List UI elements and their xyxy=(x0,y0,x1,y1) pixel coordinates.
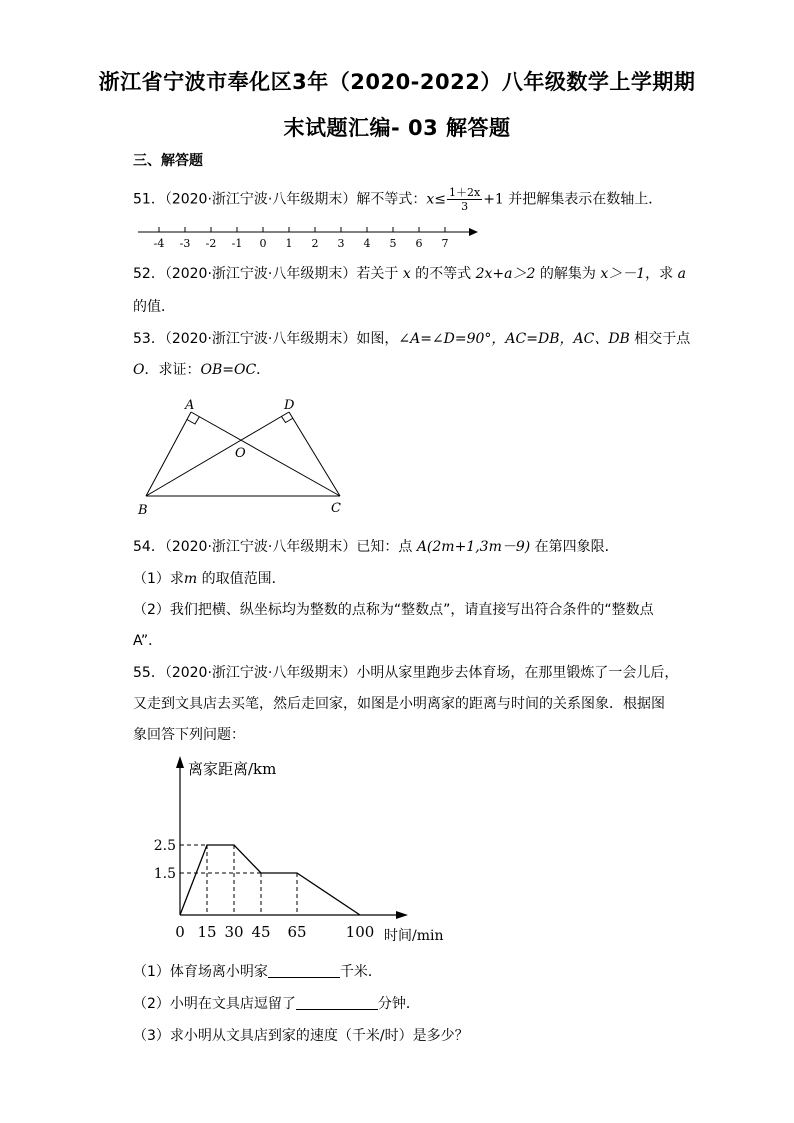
q53-text-d: ． xyxy=(256,362,271,378)
q52-var-x: x xyxy=(402,266,411,282)
section-heading: 三、解答题 xyxy=(133,153,203,169)
q55-text1: 小明从家里跑步去体育场，在那里锻炼了一会儿后， xyxy=(356,665,679,681)
x-tick-label: 15 xyxy=(197,923,217,941)
q55-part1-a: （1）体育场离小明家 xyxy=(133,964,268,980)
number-line-arrow-icon xyxy=(469,228,478,236)
q55-line1 xyxy=(133,662,678,682)
q54-text-b: 在第四象限． xyxy=(530,539,619,555)
segment-ab xyxy=(146,412,191,496)
q55-part2-b: 分钟． xyxy=(377,996,420,1012)
q53-condition: ∠A=∠D=90°，AC=DB，AC、DB xyxy=(398,331,630,347)
number-line-tick-label: 1 xyxy=(285,237,293,250)
q55-part1-blank[interactable] xyxy=(268,963,340,978)
q53-source: （2020·浙江宁波·八年级期末） xyxy=(164,331,357,347)
x-axis-label: 时间/min xyxy=(384,928,444,944)
number-line-tick-label: -2 xyxy=(205,237,217,250)
q54-var-m: m xyxy=(183,571,198,587)
q52-source: （2020·浙江宁波·八年级期末） xyxy=(164,266,357,282)
label-b: B xyxy=(138,503,148,518)
q52-text-b: 的不等式 xyxy=(410,266,476,282)
x-tick-label: 30 xyxy=(224,923,244,941)
q52-line2: 的值． xyxy=(133,299,175,315)
q55-part1-b: 千米． xyxy=(339,964,382,980)
q51-fraction xyxy=(447,186,482,213)
q54-part2-line2: A”． xyxy=(133,633,163,649)
x-tick-label: 65 xyxy=(287,923,307,941)
q55-part2 xyxy=(133,993,420,1013)
q54-line xyxy=(133,536,619,556)
q55-line3: 象回答下列问题： xyxy=(133,727,245,743)
q55-part1 xyxy=(133,961,382,981)
q53-text-b: 相交于点 xyxy=(629,331,691,347)
q51-text: 解不等式： xyxy=(356,191,427,208)
number-line-tick-label: 0 xyxy=(259,237,267,250)
x-tick-label: 45 xyxy=(251,923,271,941)
right-angle-mark-d xyxy=(282,417,293,423)
q51-plus1: +1 xyxy=(483,191,504,208)
q52-text-a: 若关于 xyxy=(356,266,403,282)
y-tick-label: 1.5 xyxy=(153,866,176,882)
q52-line1 xyxy=(133,263,686,283)
q51-number: 51． xyxy=(133,191,165,208)
q54-source: （2020·浙江宁波·八年级期末） xyxy=(164,539,357,555)
number-line-tick-label: -3 xyxy=(179,237,191,250)
q54-number: 54． xyxy=(133,539,165,555)
number-line-tick-label: 5 xyxy=(389,237,397,250)
q53-line2 xyxy=(133,359,270,379)
q51-frac-num: 1＋2x xyxy=(449,186,481,199)
number-line-tick-label: 3 xyxy=(337,237,345,250)
triangle-figure xyxy=(130,390,360,520)
page-title-line1: 浙江省宁波市奉化区3年（2020-2022）八年级数学上学期期 xyxy=(98,70,696,94)
q51-var-x: x xyxy=(426,191,435,208)
q52-number: 52． xyxy=(133,266,165,282)
number-line xyxy=(135,222,485,252)
q54-point: A(2m+1,3m－9) xyxy=(416,539,531,555)
q52-text-d: ，求 xyxy=(645,266,678,282)
q55-source: （2020·浙江宁波·八年级期末） xyxy=(164,665,357,681)
q52-inequality: 2x+a＞2 xyxy=(475,266,536,282)
q55-line2: 又走到文具店去买笔，然后走回家，如图是小明离家的距离与时间的关系图象．根据图 xyxy=(133,696,665,712)
x-tick-label: 0 xyxy=(175,923,185,941)
q51-text2: 并把解集表示在数轴上． xyxy=(503,191,663,208)
q54-part1-b: 的取值范围． xyxy=(197,571,286,587)
q55-part2-blank[interactable] xyxy=(296,995,378,1010)
right-angle-mark-a xyxy=(187,417,200,425)
number-line-tick-label: 4 xyxy=(363,237,371,250)
label-c: C xyxy=(331,501,341,516)
q54-part1-a: （1）求 xyxy=(133,571,184,587)
q54-text-a: 已知：点 xyxy=(356,539,417,555)
q53-line1 xyxy=(133,328,690,348)
page-title-line2: 末试题汇编- 03 解答题 xyxy=(283,116,511,140)
segment-ac xyxy=(191,412,340,496)
q51-frac-den: 3 xyxy=(461,200,469,213)
q51-source: （2020·浙江宁波·八年级期末） xyxy=(164,191,357,208)
q55-number: 55． xyxy=(133,665,165,681)
q53-prove: OB=OC xyxy=(200,362,257,378)
q53-point-o: O xyxy=(133,362,145,378)
q54-part2-line1: （2）我们把横、纵坐标均为整数的点称为“整数点”，请直接写出符合条件的“整数点 xyxy=(133,602,654,618)
y-axis-label: 离家距离/km xyxy=(188,760,277,778)
q52-var-a: a xyxy=(677,266,686,282)
label-d: D xyxy=(284,398,295,413)
q55-part3: （3）求小明从文具店到家的速度（千米/时）是多少？ xyxy=(133,1028,469,1044)
q53-number: 53． xyxy=(133,331,165,347)
number-line-tick-label: 2 xyxy=(311,237,319,250)
q53-text-a: 如图， xyxy=(356,331,399,347)
q55-part2-a: （2）小明在文具店逗留了 xyxy=(133,996,296,1012)
q54-part1 xyxy=(133,568,286,588)
label-a: A xyxy=(185,398,195,413)
distance-time-chart xyxy=(140,752,470,947)
x-tick-label: 100 xyxy=(345,923,375,941)
number-line-tick-label: 6 xyxy=(415,237,423,250)
y-tick-label: 2.5 xyxy=(153,838,176,854)
label-o: O xyxy=(235,446,246,461)
number-line-tick-label: 7 xyxy=(441,237,449,250)
q51-line xyxy=(133,186,662,213)
q52-text-c: 的解集为 xyxy=(535,266,601,282)
segment-dc xyxy=(289,412,340,496)
q51-le: ≤ xyxy=(434,191,446,208)
segment-db xyxy=(146,412,289,496)
q53-text-c: ．求证： xyxy=(144,362,201,378)
q52-solution: x＞－1 xyxy=(600,266,646,282)
x-axis-arrow-icon xyxy=(396,911,408,919)
y-axis-arrow-icon xyxy=(176,756,184,768)
number-line-tick-label: -1 xyxy=(231,237,243,250)
number-line-tick-label: -4 xyxy=(153,237,165,250)
